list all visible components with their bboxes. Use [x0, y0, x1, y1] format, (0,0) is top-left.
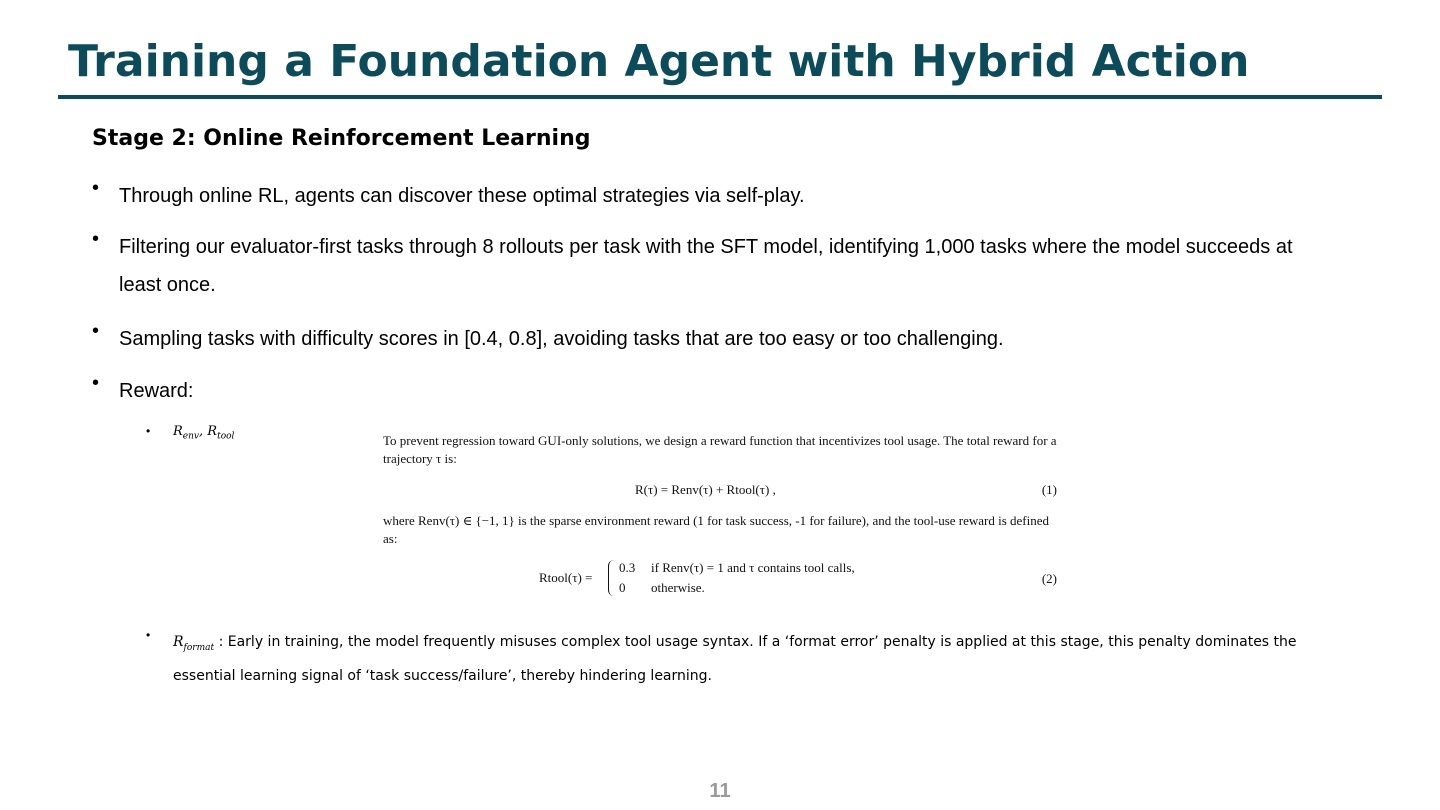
reward-symbols: [173, 424, 234, 442]
cases-brace: [608, 560, 616, 596]
equation-1-number: (1): [1041, 482, 1057, 497]
bullet-text: Reward:: [119, 380, 194, 402]
section-heading: Stage 2: Online Reinforcement Learning: [92, 126, 591, 151]
bullet-dot: •: [92, 320, 100, 342]
case-2-value: 0: [619, 580, 626, 595]
page-number: 11: [709, 780, 731, 802]
case-1: [619, 560, 855, 576]
tool-subscript: tool: [217, 431, 235, 442]
sub-bullet-dot: •: [146, 628, 151, 642]
equation-2-lhs: Rtool(τ) =: [539, 570, 593, 585]
bullet-dot: •: [92, 177, 100, 199]
paper-excerpt: [383, 432, 1059, 602]
case-2-condition: otherwise.: [651, 580, 705, 595]
equation-1: R(τ) = Renv(τ) + Rtool(τ) ,: [635, 482, 776, 497]
bullet-text: Through online RL, agents can discover these optimal strategies via self-play.: [119, 185, 805, 207]
format-reward-text: [173, 628, 1353, 690]
bullet-text: Sampling tasks with difficulty scores in [0.4, 0.8], avoiding tasks that are too easy or too challenging.: [119, 328, 1004, 350]
r-symbol: R: [207, 424, 218, 439]
slide-title: Training a Foundation Agent with Hybrid Action: [68, 36, 1250, 87]
format-subscript: format: [183, 642, 215, 653]
format-description: : Early in training, the model frequently misuses complex tool usage syntax. If a ‘format error’ penalty is applied at this stage, this penalty dominates the essential learning signal of ‘task success/failure’, thereby hindering learning.: [173, 634, 1297, 684]
equation-2-number: (2): [1041, 571, 1057, 586]
bullet-dot: •: [92, 228, 100, 250]
r-symbol: R: [173, 634, 184, 650]
case-1-value: 0.3: [619, 560, 636, 575]
env-subscript: env: [182, 431, 200, 442]
sub-bullet-dot: •: [146, 424, 151, 438]
case-2: [619, 580, 705, 596]
r-symbol: R: [173, 424, 183, 439]
title-divider: [58, 95, 1382, 99]
excerpt-paragraph-2: where Renv(τ) ∈ {−1, 1} is the sparse environment reward (1 for task success, -1 for failure), and the tool-use reward is defined as:: [383, 513, 1050, 546]
excerpt-paragraph-1: To prevent regression toward GUI-only solutions, we design a reward function that incentivizes tool usage. The total reward for a trajectory τ is:: [383, 433, 1057, 466]
bullet-text: Filtering our evaluator-first tasks through 8 rollouts per task with the SFT model, identifying 1,000 tasks where the model succeeds at least once.: [119, 236, 1293, 296]
bullet-dot: •: [92, 372, 100, 394]
case-1-condition: if Renv(τ) = 1 and τ contains tool calls,: [651, 560, 855, 575]
symbol-separator: ,: [199, 424, 208, 439]
